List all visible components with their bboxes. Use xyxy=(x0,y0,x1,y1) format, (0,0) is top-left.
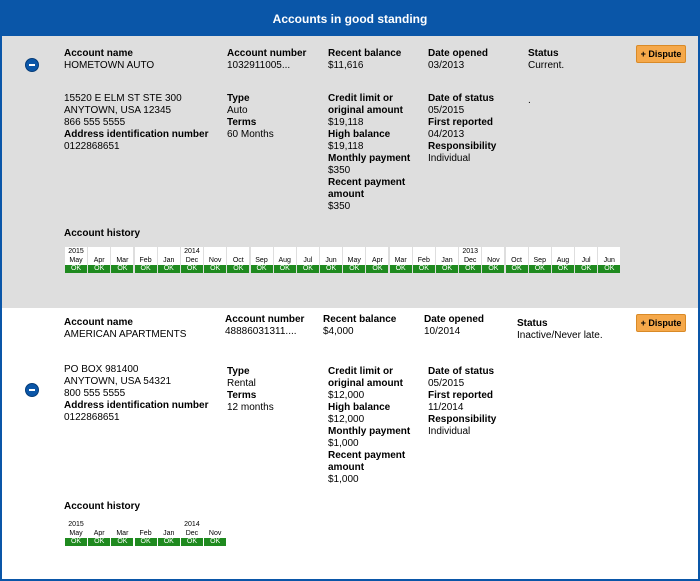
history-cell xyxy=(158,520,180,546)
history-status: OK xyxy=(297,265,319,273)
dispute-button[interactable]: + Dispute xyxy=(636,314,686,332)
address-id-label: Address identification number xyxy=(64,129,209,140)
date-of-status: 05/2015 xyxy=(428,378,465,389)
history-month: Nov xyxy=(208,257,222,264)
credit-limit: $19,118 xyxy=(328,117,364,128)
history-status: OK xyxy=(88,265,110,273)
history-status: OK xyxy=(65,265,87,273)
address-line-2: ANYTOWN, USA 54321 xyxy=(64,376,172,387)
history-cell xyxy=(459,247,481,273)
history-cell xyxy=(111,247,133,273)
history-cell xyxy=(181,520,203,546)
history-cell xyxy=(227,247,249,273)
first-reported-label: First reported xyxy=(428,390,494,401)
history-month: Oct xyxy=(232,257,244,264)
history-cell xyxy=(181,247,203,273)
address-id: 0122868651 xyxy=(64,141,120,152)
history-status: OK xyxy=(181,538,203,546)
history-month: Nov xyxy=(208,530,222,537)
history-status: OK xyxy=(506,265,528,273)
terms-label: Terms xyxy=(227,390,257,401)
date-of-status-label: Date of status xyxy=(428,366,495,377)
history-cell xyxy=(320,247,342,273)
history-cell xyxy=(297,247,319,273)
history-cell xyxy=(366,247,388,273)
type-label: Type xyxy=(227,366,250,377)
history-month: Mar xyxy=(116,530,129,537)
account-card xyxy=(2,36,698,308)
history-cell xyxy=(598,247,620,273)
history-status: OK xyxy=(204,538,226,546)
history-status: OK xyxy=(274,265,296,273)
history-cell xyxy=(506,247,528,273)
dispute-button[interactable]: + Dispute xyxy=(636,45,686,63)
history-status: OK xyxy=(575,265,597,273)
history-month: Mar xyxy=(116,257,129,264)
address-id-label: Address identification number xyxy=(64,400,209,411)
history-month: Mar xyxy=(394,257,407,264)
history-status: OK xyxy=(320,265,342,273)
history-cell xyxy=(88,520,110,546)
terms-value: 60 Months xyxy=(227,129,274,140)
history-year: 2015 xyxy=(68,521,84,528)
history-year: 2014 xyxy=(184,521,200,528)
account-name: AMERICAN APARTMENTS xyxy=(64,329,187,340)
recent-payment: $350 xyxy=(328,201,351,212)
history-month: Apr xyxy=(371,257,383,264)
date-opened: 03/2013 xyxy=(428,60,465,71)
monthly-payment-label: Monthly payment xyxy=(328,426,411,437)
account-history-label: Account history xyxy=(64,228,141,239)
responsibility: Individual xyxy=(428,426,471,437)
history-status: OK xyxy=(111,538,133,546)
history-cell xyxy=(65,520,87,546)
address-line-1: PO BOX 981400 xyxy=(64,364,139,375)
type-label: Type xyxy=(227,93,250,104)
terms-value: 12 months xyxy=(227,402,274,413)
history-month: May xyxy=(347,257,361,264)
type-value: Rental xyxy=(227,378,256,389)
history-cell xyxy=(436,247,458,273)
high-balance-label: High balance xyxy=(328,129,391,140)
collapse-icon[interactable] xyxy=(25,383,39,397)
history-month: Dec xyxy=(185,530,199,537)
history-cell xyxy=(482,247,504,273)
account-number-label: Account number xyxy=(225,314,305,325)
history-cell xyxy=(251,247,273,273)
high-balance-label: High balance xyxy=(328,402,391,413)
history-month: Sep xyxy=(533,257,546,264)
history-status: OK xyxy=(227,265,249,273)
history-month: Feb xyxy=(417,257,430,264)
status-value: Inactive/Never late. xyxy=(517,330,603,341)
history-status: OK xyxy=(436,265,458,273)
monthly-payment: $350 xyxy=(328,165,351,176)
monthly-payment-label: Monthly payment xyxy=(328,153,411,164)
high-balance: $19,118 xyxy=(328,141,364,152)
credit-limit-label: Credit limit or original amount xyxy=(328,93,403,116)
history-cell xyxy=(274,247,296,273)
history-status: OK xyxy=(413,265,435,273)
history-month: Aug xyxy=(556,257,570,264)
terms-label: Terms xyxy=(227,117,257,128)
history-month: Jun xyxy=(603,257,615,264)
history-month: Oct xyxy=(511,257,522,264)
recent-balance-label: Recent balance xyxy=(328,48,402,59)
history-cell xyxy=(575,247,597,273)
status-label: Status xyxy=(528,48,559,59)
recent-balance: $4,000 xyxy=(323,326,354,337)
history-month: May xyxy=(69,530,83,537)
history-cell xyxy=(529,247,551,273)
history-status: OK xyxy=(158,538,180,546)
account-history-grid xyxy=(65,520,227,546)
history-status: OK xyxy=(111,265,133,273)
recent-balance-label: Recent balance xyxy=(323,314,397,325)
section-title: Accounts in good standing xyxy=(2,2,698,36)
history-cell xyxy=(204,247,226,273)
history-status: OK xyxy=(88,538,110,546)
recent-payment-label: Recent payment amount xyxy=(328,450,406,473)
credit-limit-label: Credit limit or original amount xyxy=(328,366,403,389)
history-status: OK xyxy=(181,265,203,273)
history-cell xyxy=(111,520,133,546)
first-reported: 11/2014 xyxy=(428,402,464,413)
history-month: Feb xyxy=(139,257,152,264)
address-phone: 866 555 5555 xyxy=(64,117,126,128)
history-status: OK xyxy=(65,538,87,546)
history-month: Nov xyxy=(487,257,500,264)
history-cell xyxy=(552,247,574,273)
status-note: . xyxy=(528,95,531,106)
history-status: OK xyxy=(251,265,273,273)
history-status: OK xyxy=(552,265,574,273)
date-of-status-label: Date of status xyxy=(428,93,495,104)
history-status: OK xyxy=(158,265,180,273)
history-month: Dec xyxy=(185,257,199,264)
history-month: Sep xyxy=(255,257,268,264)
recent-payment: $1,000 xyxy=(328,474,359,485)
history-status: OK xyxy=(482,265,504,273)
date-opened-label: Date opened xyxy=(428,48,489,59)
date-opened: 10/2014 xyxy=(424,326,461,337)
history-year: 2015 xyxy=(68,248,84,255)
high-balance: $12,000 xyxy=(328,414,365,425)
history-status: OK xyxy=(135,265,157,273)
account-number: 48886031311.... xyxy=(225,326,297,337)
recent-payment-label: Recent payment amount xyxy=(328,177,406,200)
history-month: Aug xyxy=(278,257,291,264)
account-name-label: Account name xyxy=(64,317,133,328)
history-cell xyxy=(413,247,435,273)
account-number-label: Account number xyxy=(227,48,307,59)
history-status: OK xyxy=(343,265,365,273)
first-reported-label: First reported xyxy=(428,117,494,128)
history-month: Jan xyxy=(441,257,453,264)
history-month: Dec xyxy=(463,257,477,264)
history-status: OK xyxy=(390,265,412,273)
account-name-label: Account name xyxy=(64,48,133,59)
history-month: Jan xyxy=(163,530,175,537)
history-month: Jul xyxy=(303,257,313,264)
account-history-grid xyxy=(65,247,622,273)
account-number: 1032911005... xyxy=(227,60,291,71)
history-month: Apr xyxy=(93,530,105,537)
history-year: 2013 xyxy=(462,248,478,255)
history-status: OK xyxy=(529,265,551,273)
history-status: OK xyxy=(204,265,226,273)
address-line-2: ANYTOWN, USA 12345 xyxy=(64,105,172,116)
address-phone: 800 555 5555 xyxy=(64,388,126,399)
account-history-label: Account history xyxy=(64,501,141,512)
history-status: OK xyxy=(366,265,388,273)
date-of-status: 05/2015 xyxy=(428,105,465,116)
history-status: OK xyxy=(598,265,620,273)
history-status: OK xyxy=(459,265,481,273)
collapse-icon[interactable] xyxy=(25,58,39,72)
history-month: Feb xyxy=(139,530,152,537)
address-line-1: 15520 E ELM ST STE 300 xyxy=(64,93,182,104)
status-label: Status xyxy=(517,318,548,329)
history-year: 2014 xyxy=(184,248,200,255)
history-cell xyxy=(390,247,412,273)
history-month: May xyxy=(69,257,83,264)
history-status: OK xyxy=(135,538,157,546)
history-cell xyxy=(343,247,365,273)
history-cell xyxy=(135,247,157,273)
history-cell xyxy=(65,247,87,273)
status-value: Current. xyxy=(528,60,565,71)
history-month: Apr xyxy=(93,257,105,264)
history-month: Jul xyxy=(581,257,591,264)
recent-balance: $11,616 xyxy=(328,60,364,71)
date-opened-label: Date opened xyxy=(424,314,485,325)
history-month: Jan xyxy=(163,257,175,264)
history-cell xyxy=(204,520,226,546)
history-cell xyxy=(88,247,110,273)
account-name: HOMETOWN AUTO xyxy=(64,60,155,71)
history-cell xyxy=(158,247,180,273)
type-value: Auto xyxy=(227,105,248,116)
address-id: 0122868651 xyxy=(64,412,120,423)
responsibility-label: Responsibility xyxy=(428,414,497,425)
responsibility-label: Responsibility xyxy=(428,141,497,152)
account-card xyxy=(2,308,698,581)
history-cell xyxy=(135,520,157,546)
monthly-payment: $1,000 xyxy=(328,438,359,449)
responsibility: Individual xyxy=(428,153,471,164)
first-reported: 04/2013 xyxy=(428,129,465,140)
history-month: Jun xyxy=(325,257,337,264)
credit-limit: $12,000 xyxy=(328,390,365,401)
